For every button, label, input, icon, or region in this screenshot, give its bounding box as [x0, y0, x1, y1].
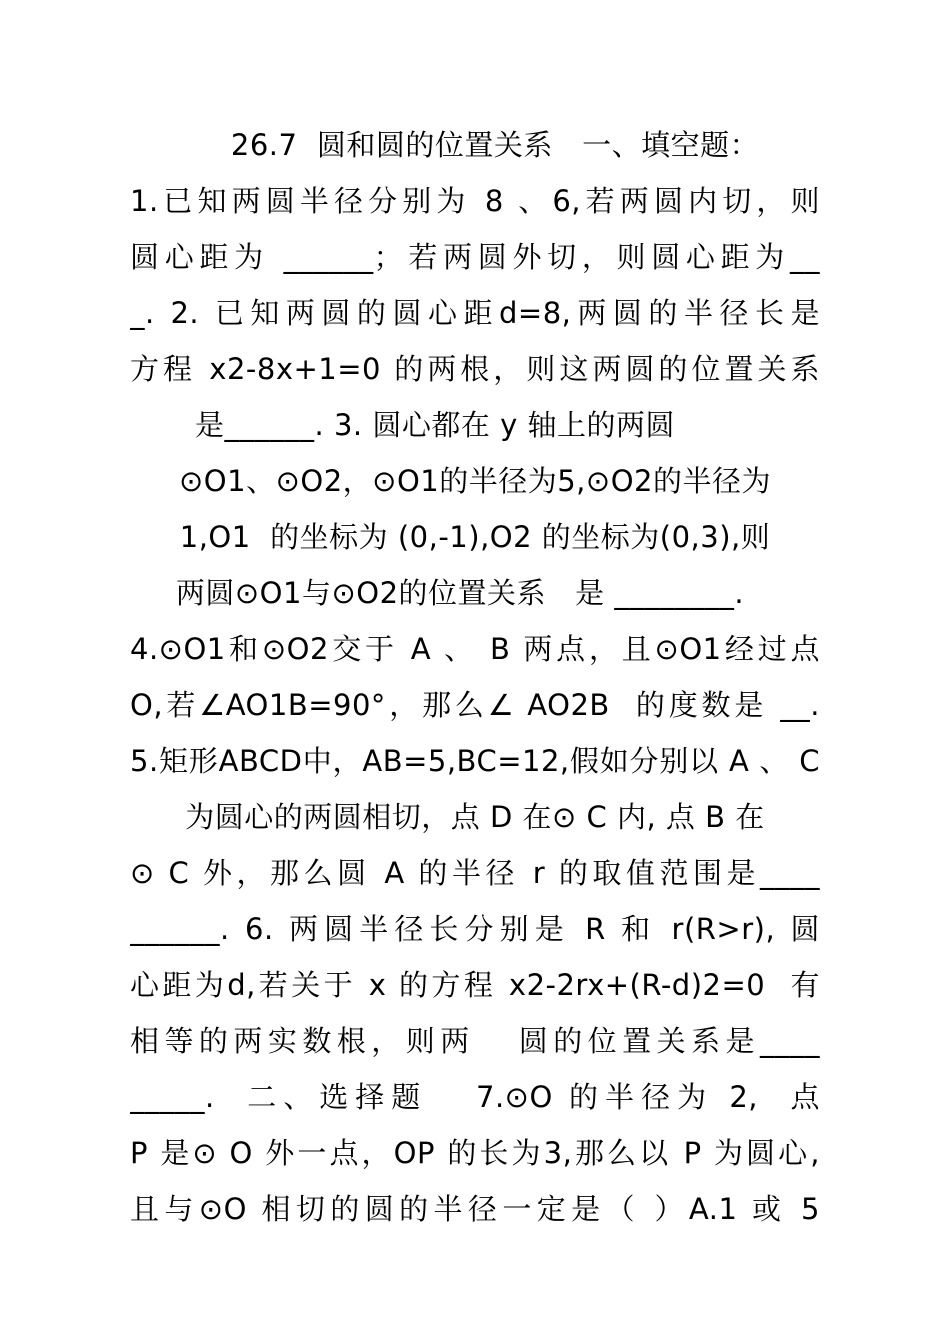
text-line-6: 是______. 3. 圆心都在 y 轴上的两圆 [195, 408, 675, 442]
text-line-4: _. 2. 已知两圆的圆心距d=8,两圆的半径长是 [130, 296, 820, 330]
text-line-14: ⊙ C 外，那么圆 A 的半径 r 的取值范围是____ [130, 856, 820, 890]
text-line-18: _____. 二、选择题 7.⊙O 的半径为 2, 点 [130, 1080, 820, 1114]
text-line-7: ⊙O1、⊙O2，⊙O1的半径为5,⊙O2的半径为 [179, 464, 771, 498]
text-line-8: 1,O1 的坐标为 (0,-1),O2 的坐标为(0,3),则 [179, 520, 771, 554]
text-line-15: ______. 6. 两圆半径长分别是 R 和 r(R>r), 圆 [130, 912, 820, 946]
text-line-12: 5.矩形ABCD中，AB=5,BC=12,假如分别以 A 、 C [130, 744, 820, 778]
text-line-20: 且与⊙O 相切的圆的半径一定是（ ）A.1 或 5 [130, 1192, 820, 1226]
text-line-17: 相等的两实数根，则两 圆的位置关系是____ [130, 1024, 820, 1058]
text-line-2: 1.已知两圆半径分别为 8 、6,若两圆内切，则 [130, 184, 820, 218]
text-line-11: O,若∠AO1B=90°，那么∠ AO2B 的度数是 __. [130, 688, 820, 722]
text-line-19: P 是⊙ O 外一点，OP 的长为3,那么以 P 为圆心, [130, 1136, 820, 1170]
text-line-9: 两圆⊙O1与⊙O2的位置关系 是 ________. [175, 576, 745, 610]
text-line-13: 为圆心的两圆相切，点 D 在⊙ C 内, 点 B 在 [185, 800, 765, 834]
text-line-3: 圆心距为 ______；若两圆外切，则圆心距为__ [130, 240, 820, 274]
text-line-5: 方程 x2-8x+1=0 的两根，则这两圆的位置关系 [130, 352, 820, 386]
title-line: 26.7 圆和圆的位置关系 一、填空题： [230, 128, 760, 162]
text-line-16: 心距为d,若关于 x 的方程 x2-2rx+(R-d)2=0 有 [130, 968, 820, 1002]
text-line-10: 4.⊙O1和⊙O2交于 A 、 B 两点，且⊙O1经过点 [130, 632, 820, 666]
